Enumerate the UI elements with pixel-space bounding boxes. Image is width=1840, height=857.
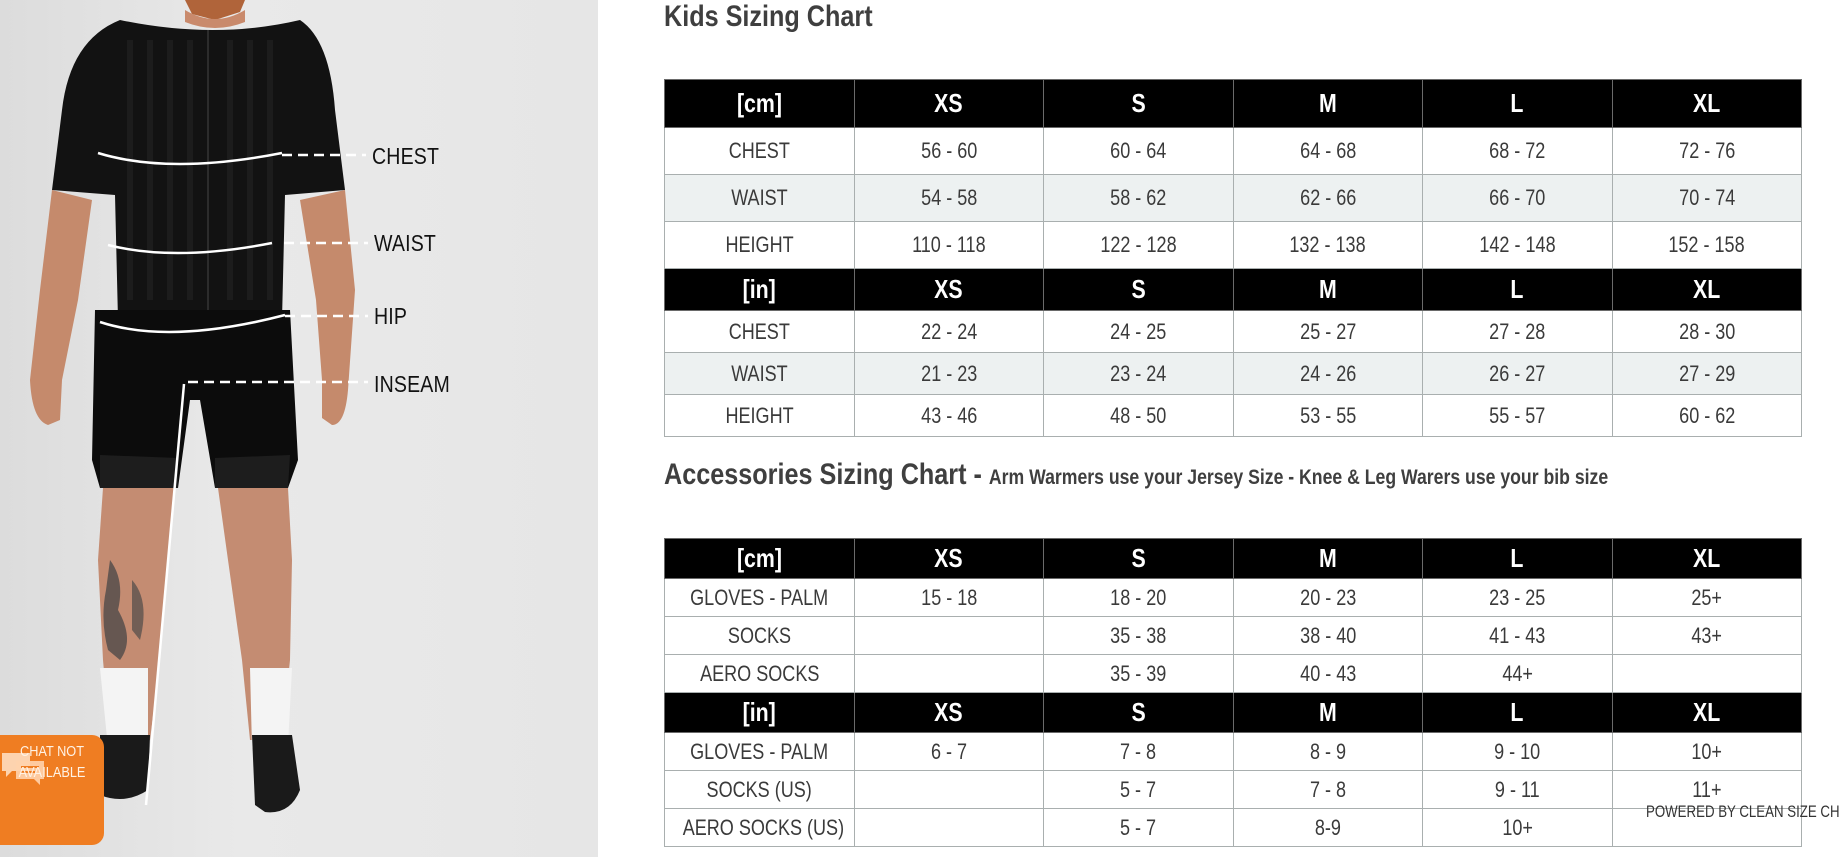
table-cell: 9 - 10 [1423,733,1613,771]
accessories-cm-section [665,539,1802,693]
kids-cm-section [665,80,1802,269]
table-cell: 53 - 55 [1233,395,1423,437]
row-label: AERO SOCKS [665,655,855,693]
table-cell: 21 - 23 [854,353,1044,395]
table-cell: 68 - 72 [1423,128,1613,175]
table-row [665,579,1802,617]
size-header-xl: XL [1612,539,1802,579]
table-row [665,655,1802,693]
table-cell: 7 - 8 [1044,733,1234,771]
table-cell [854,655,1044,693]
row-label: SOCKS (US) [665,771,855,809]
row-label: GLOVES - PALM [665,579,855,617]
table-cell: 15 - 18 [854,579,1044,617]
table-cell: 20 - 23 [1233,579,1423,617]
table-cell: 43+ [1612,617,1802,655]
table-row [665,353,1802,395]
inseam-label: INSEAM [374,371,450,397]
chat-widget-button[interactable] [0,735,104,845]
table-cell: 22 - 24 [854,311,1044,353]
table-cell: 10+ [1612,733,1802,771]
table-cell: 48 - 50 [1044,395,1234,437]
row-label: WAIST [665,353,855,395]
row-label: HEIGHT [665,395,855,437]
size-header-m: M [1233,539,1423,579]
table-cell: 25 - 27 [1233,311,1423,353]
table-cell: 9 - 11 [1423,771,1613,809]
powered-by-link[interactable]: POWERED BY CLEAN SIZE CH [1646,802,1840,821]
table-cell: 6 - 7 [854,733,1044,771]
size-header-xs: XS [854,539,1044,579]
kids-cm-header-row [665,80,1802,128]
size-header-m: M [1233,269,1423,311]
unit-header-cm: [cm] [665,80,855,128]
table-cell: 35 - 39 [1044,655,1234,693]
table-row [665,809,1802,847]
table-row [665,311,1802,353]
table-cell: 24 - 25 [1044,311,1234,353]
accessories-sizing-table [664,538,1802,847]
size-header-l: L [1423,269,1613,311]
table-cell: 58 - 62 [1044,175,1234,222]
table-row [665,222,1802,269]
table-cell: 60 - 62 [1612,395,1802,437]
table-cell: 41 - 43 [1423,617,1613,655]
table-cell: 23 - 25 [1423,579,1613,617]
table-cell: 55 - 57 [1423,395,1613,437]
size-header-l: L [1423,539,1613,579]
table-cell [854,809,1044,847]
row-label: GLOVES - PALM [665,733,855,771]
accessories-in-section [665,693,1802,847]
table-cell: 142 - 148 [1423,222,1613,269]
size-header-l: L [1423,80,1613,128]
table-cell [1612,655,1802,693]
table-cell [854,617,1044,655]
size-header-xl: XL [1612,269,1802,311]
table-cell: 27 - 29 [1612,353,1802,395]
kids-in-header-row [665,269,1802,311]
row-label: WAIST [665,175,855,222]
size-header-xs: XS [854,693,1044,733]
table-cell: 44+ [1423,655,1613,693]
table-cell: 70 - 74 [1612,175,1802,222]
size-header-xl: XL [1612,693,1802,733]
table-cell: 5 - 7 [1044,771,1234,809]
row-label: SOCKS [665,617,855,655]
size-header-xs: XS [854,269,1044,311]
table-cell: 40 - 43 [1233,655,1423,693]
size-header-xs: XS [854,80,1044,128]
chest-label: CHEST [372,143,440,169]
table-cell: 72 - 76 [1612,128,1802,175]
size-header-xl: XL [1612,80,1802,128]
unit-header-in: [in] [665,693,855,733]
size-header-s: S [1044,269,1234,311]
kids-sizing-title: Kids Sizing Chart [664,0,873,33]
table-cell: 43 - 46 [854,395,1044,437]
accessories-in-header-row [665,693,1802,733]
table-cell: 24 - 26 [1233,353,1423,395]
table-row [665,771,1802,809]
accessories-subtitle: Arm Warmers use your Jersey Size - Knee & Leg Warers use your bib size [988,466,1609,489]
table-cell: 27 - 28 [1423,311,1613,353]
table-row [665,128,1802,175]
table-cell: 18 - 20 [1044,579,1234,617]
table-cell: 56 - 60 [854,128,1044,175]
table-cell: 110 - 118 [854,222,1044,269]
table-cell: 152 - 158 [1612,222,1802,269]
unit-header-in: [in] [665,269,855,311]
table-cell: 66 - 70 [1423,175,1613,222]
table-cell: 5 - 7 [1044,809,1234,847]
table-cell: 122 - 128 [1044,222,1234,269]
accessories-sizing-title: Accessories Sizing Chart - Arm Warmers use your Jersey Size - Knee & Leg Warers use your bib size [664,458,1609,491]
size-header-s: S [1044,693,1234,733]
table-cell: 54 - 58 [854,175,1044,222]
table-cell: 35 - 38 [1044,617,1234,655]
size-header-l: L [1423,693,1613,733]
chat-status-text: CHAT NOT AVAILABLE [18,743,86,781]
row-label: CHEST [665,311,855,353]
size-header-m: M [1233,80,1423,128]
table-cell: 25+ [1612,579,1802,617]
table-cell: 132 - 138 [1233,222,1423,269]
table-row [665,617,1802,655]
table-cell: 7 - 8 [1233,771,1423,809]
table-cell: 60 - 64 [1044,128,1234,175]
unit-header-cm: [cm] [665,539,855,579]
table-cell: 11+ [1612,771,1802,809]
table-cell: 8-9 [1233,809,1423,847]
table-cell: 38 - 40 [1233,617,1423,655]
table-cell: 64 - 68 [1233,128,1423,175]
row-label: CHEST [665,128,855,175]
measurement-figure [0,0,598,857]
hip-label: HIP [374,303,408,329]
cyclist-illustration [0,0,598,857]
table-cell: 62 - 66 [1233,175,1423,222]
size-header-s: S [1044,80,1234,128]
table-row [665,733,1802,771]
table-row [665,175,1802,222]
size-header-s: S [1044,539,1234,579]
waist-label: WAIST [374,230,437,256]
table-cell: 26 - 27 [1423,353,1613,395]
table-cell: 28 - 30 [1612,311,1802,353]
size-header-m: M [1233,693,1423,733]
table-row [665,395,1802,437]
kids-sizing-table [664,79,1802,437]
row-label: HEIGHT [665,222,855,269]
table-cell [854,771,1044,809]
kids-in-section [665,269,1802,437]
row-label: AERO SOCKS (US) [665,809,855,847]
table-cell: 23 - 24 [1044,353,1234,395]
table-cell: 8 - 9 [1233,733,1423,771]
table-cell: 10+ [1423,809,1613,847]
accessories-cm-header-row [665,539,1802,579]
